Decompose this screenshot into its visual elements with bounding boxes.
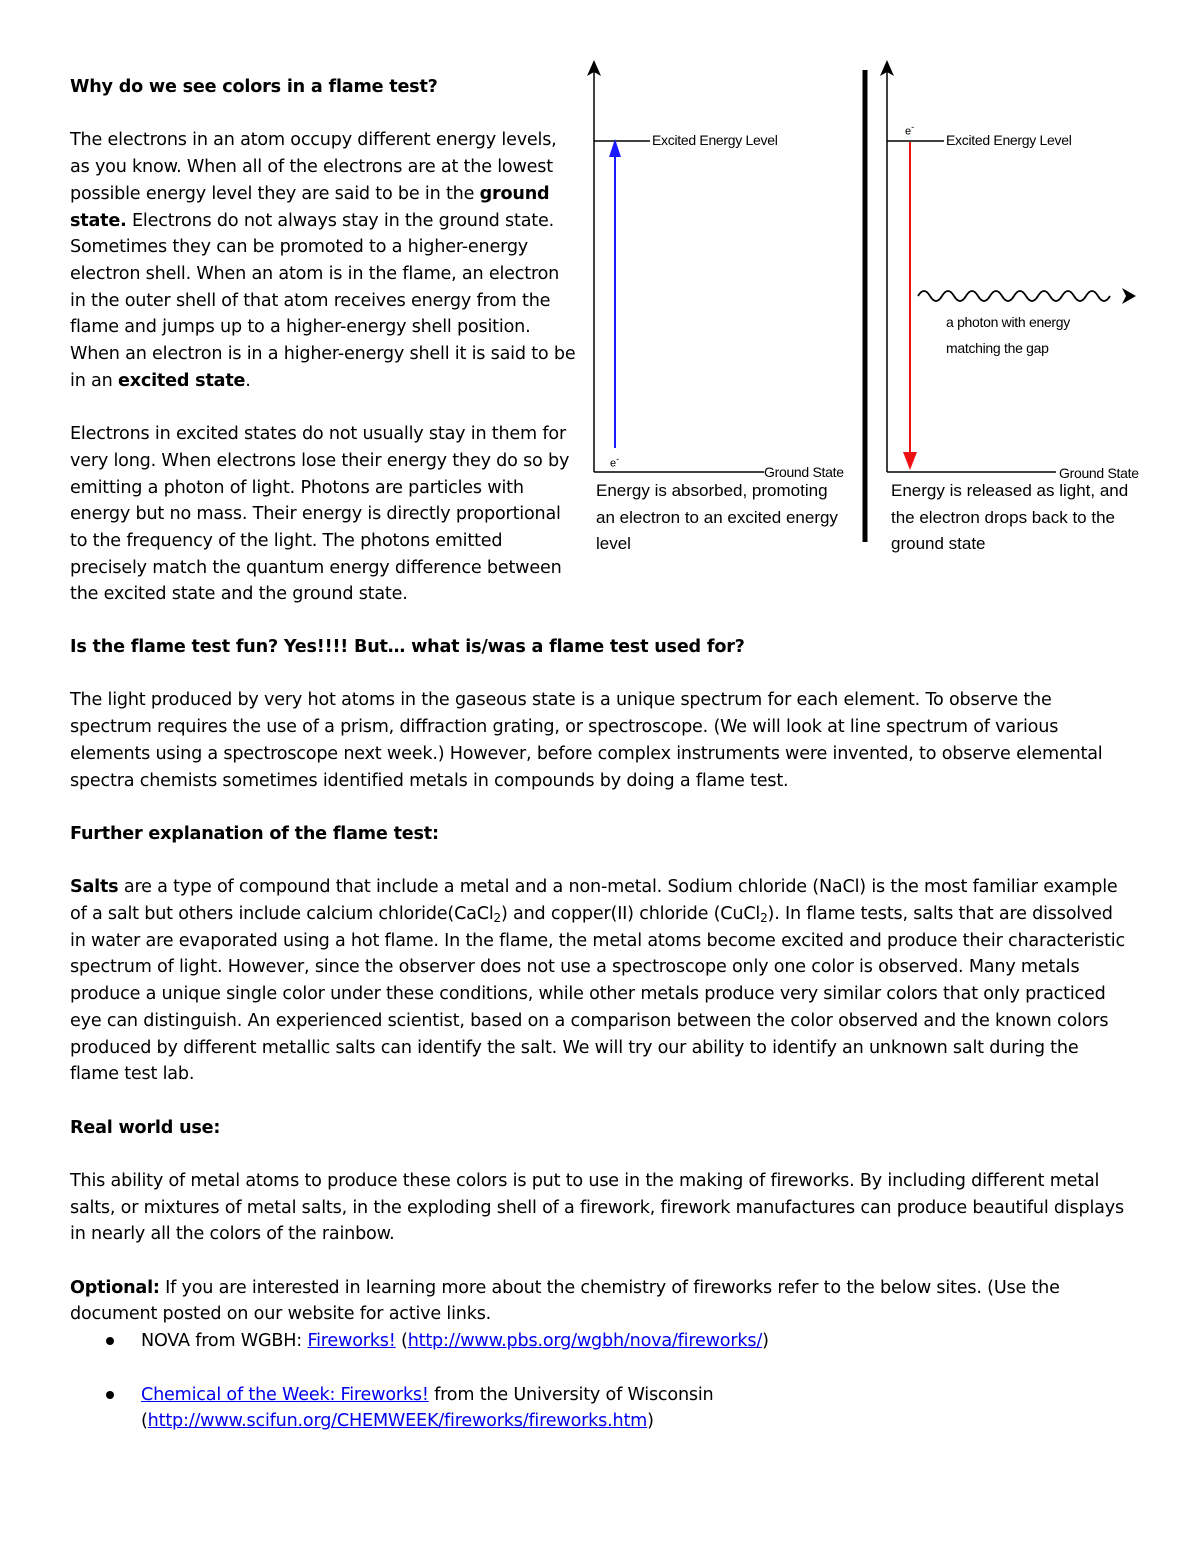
list-item-nova: NOVA from WGBH: Fireworks! (http://www.pbs.org/wgbh/nova/fireworks/): [70, 1328, 1132, 1355]
section-heading-further-explanation: Further explanation of the flame test:: [70, 823, 439, 844]
scifun-url-link[interactable]: http://www.scifun.org/CHEMWEEK/fireworks/fireworks.htm: [147, 1411, 648, 1432]
left-electron-symbol: e-: [610, 454, 620, 470]
paragraph-spectrum: The light produced by very hot atoms in the gaseous state is a unique spectrum for each element. To observe the spectrum requires the use of a prism, diffraction grating, or spectroscope. (We will look at line spectrum of various elements using a spectroscope next week.) However, before complex instruments were invented, to observe elemental spectra chemists sometimes identified metals in compounds by doing a flame test.: [70, 690, 1103, 791]
right-caption: Energy is released as light, and the electron drops back to the ground state: [891, 481, 1129, 553]
right-ground-label: Ground State: [1059, 465, 1139, 481]
paragraph-energy-levels: The electrons in an atom occupy different energy levels, as you know. When all of the electrons are at the lowest possible energy level they are said to be in the ground state. Electrons do not always stay in the ground state. Sometimes they can be promoted to a higher-energy electron shell. When an atom is in the flame, an electron in the outer shell of that atom receives energy from the flame and jumps up to a higher-energy shell position. When an electron is in a higher-energy shell it is said to be in an excited state.: [70, 130, 576, 391]
energy-level-diagram: [578, 56, 1168, 566]
right-electron-symbol: e-: [905, 122, 915, 138]
section-heading-flame-test-use: Is the flame test fun? Yes!!!! But… what is/was a flame test used for?: [70, 637, 745, 657]
paragraph-fireworks: This ability of metal atoms to produce these colors is put to use in the making of fireworks. By including different metal salts, or mixtures of metal salts, in the exploding shell of a firework, firework manufactures can produce beautiful displays in nearly all the colors of the rainbow.: [70, 1170, 1124, 1245]
paragraph-salts: Salts are a type of compound that include a metal and a non-metal. Sodium chloride (NaCl) is the most familiar example of a salt but others include calcium chloride(CaCl$_2$) and copper(II) chloride (CuCl$_2$). In flame tests, salts that are dissolved in water are evaporated using a hot flame. In the flame, the metal atoms become excited and produce their characteristic spectrum of light. However, since the observer does not use a spectroscope only one color is observed. Many metals produce a unique single color under these conditions, while other metals produce very similar colors that only practiced eye can distinguish. An experienced scientist, based on a comparison between the color observed and the known colors produced by different metallic salts can identify the salt. We will try our ability to identify an unknown salt during the flame test lab.: [70, 877, 1125, 1085]
list-spacer: [70, 1355, 1132, 1382]
bullet-icon: [106, 1337, 114, 1345]
emission-arrowhead-icon: [903, 452, 917, 470]
photon-wave: [918, 291, 1110, 301]
left-ground-label: Ground State: [764, 464, 844, 480]
resource-links-list: [70, 1328, 1132, 1435]
photon-label-line-1: a photon with energy: [946, 314, 1070, 330]
left-excited-label: Excited Energy Level: [652, 132, 778, 148]
left-caption: Energy is absorbed, promoting an electron to an excited energy level: [596, 481, 838, 553]
right-excited-label: Excited Energy Level: [946, 132, 1072, 148]
section-heading-why-colors: Why do we see colors in a flame test?: [70, 77, 438, 97]
nova-fireworks-link[interactable]: Fireworks!: [307, 1331, 396, 1352]
bullet-icon: [106, 1391, 114, 1399]
paragraph-photons: Electrons in excited states do not usually stay in them for very long. When electrons lose their energy they do so by emitting a photon of light. Photons are particles with energy but no mass. Their energy is directly proportional to the frequency of the light. The photons emitted precisely match the quantum energy difference between the excited state and the ground state.: [70, 424, 570, 605]
photon-arrowhead-icon: [1122, 288, 1136, 304]
chemical-of-week-link[interactable]: Chemical of the Week: Fireworks!: [141, 1384, 429, 1405]
list-item-chemical-of-week: Chemical of the Week: Fireworks! from the University of Wisconsin (http://www.scifun.org/CHEMWEEK/fireworks/fireworks.htm): [70, 1382, 1132, 1435]
paragraph-optional: Optional: If you are interested in learning more about the chemistry of fireworks refer to the below sites. (Use the document posted on our website for active links.: [70, 1277, 1060, 1325]
photon-label-line-2: matching the gap: [946, 340, 1049, 356]
main-content: [70, 634, 1132, 1435]
section-heading-real-world: Real world use:: [70, 1117, 221, 1138]
nova-url-link[interactable]: http://www.pbs.org/wgbh/nova/fireworks/: [407, 1331, 763, 1352]
intro-column: [70, 74, 580, 608]
